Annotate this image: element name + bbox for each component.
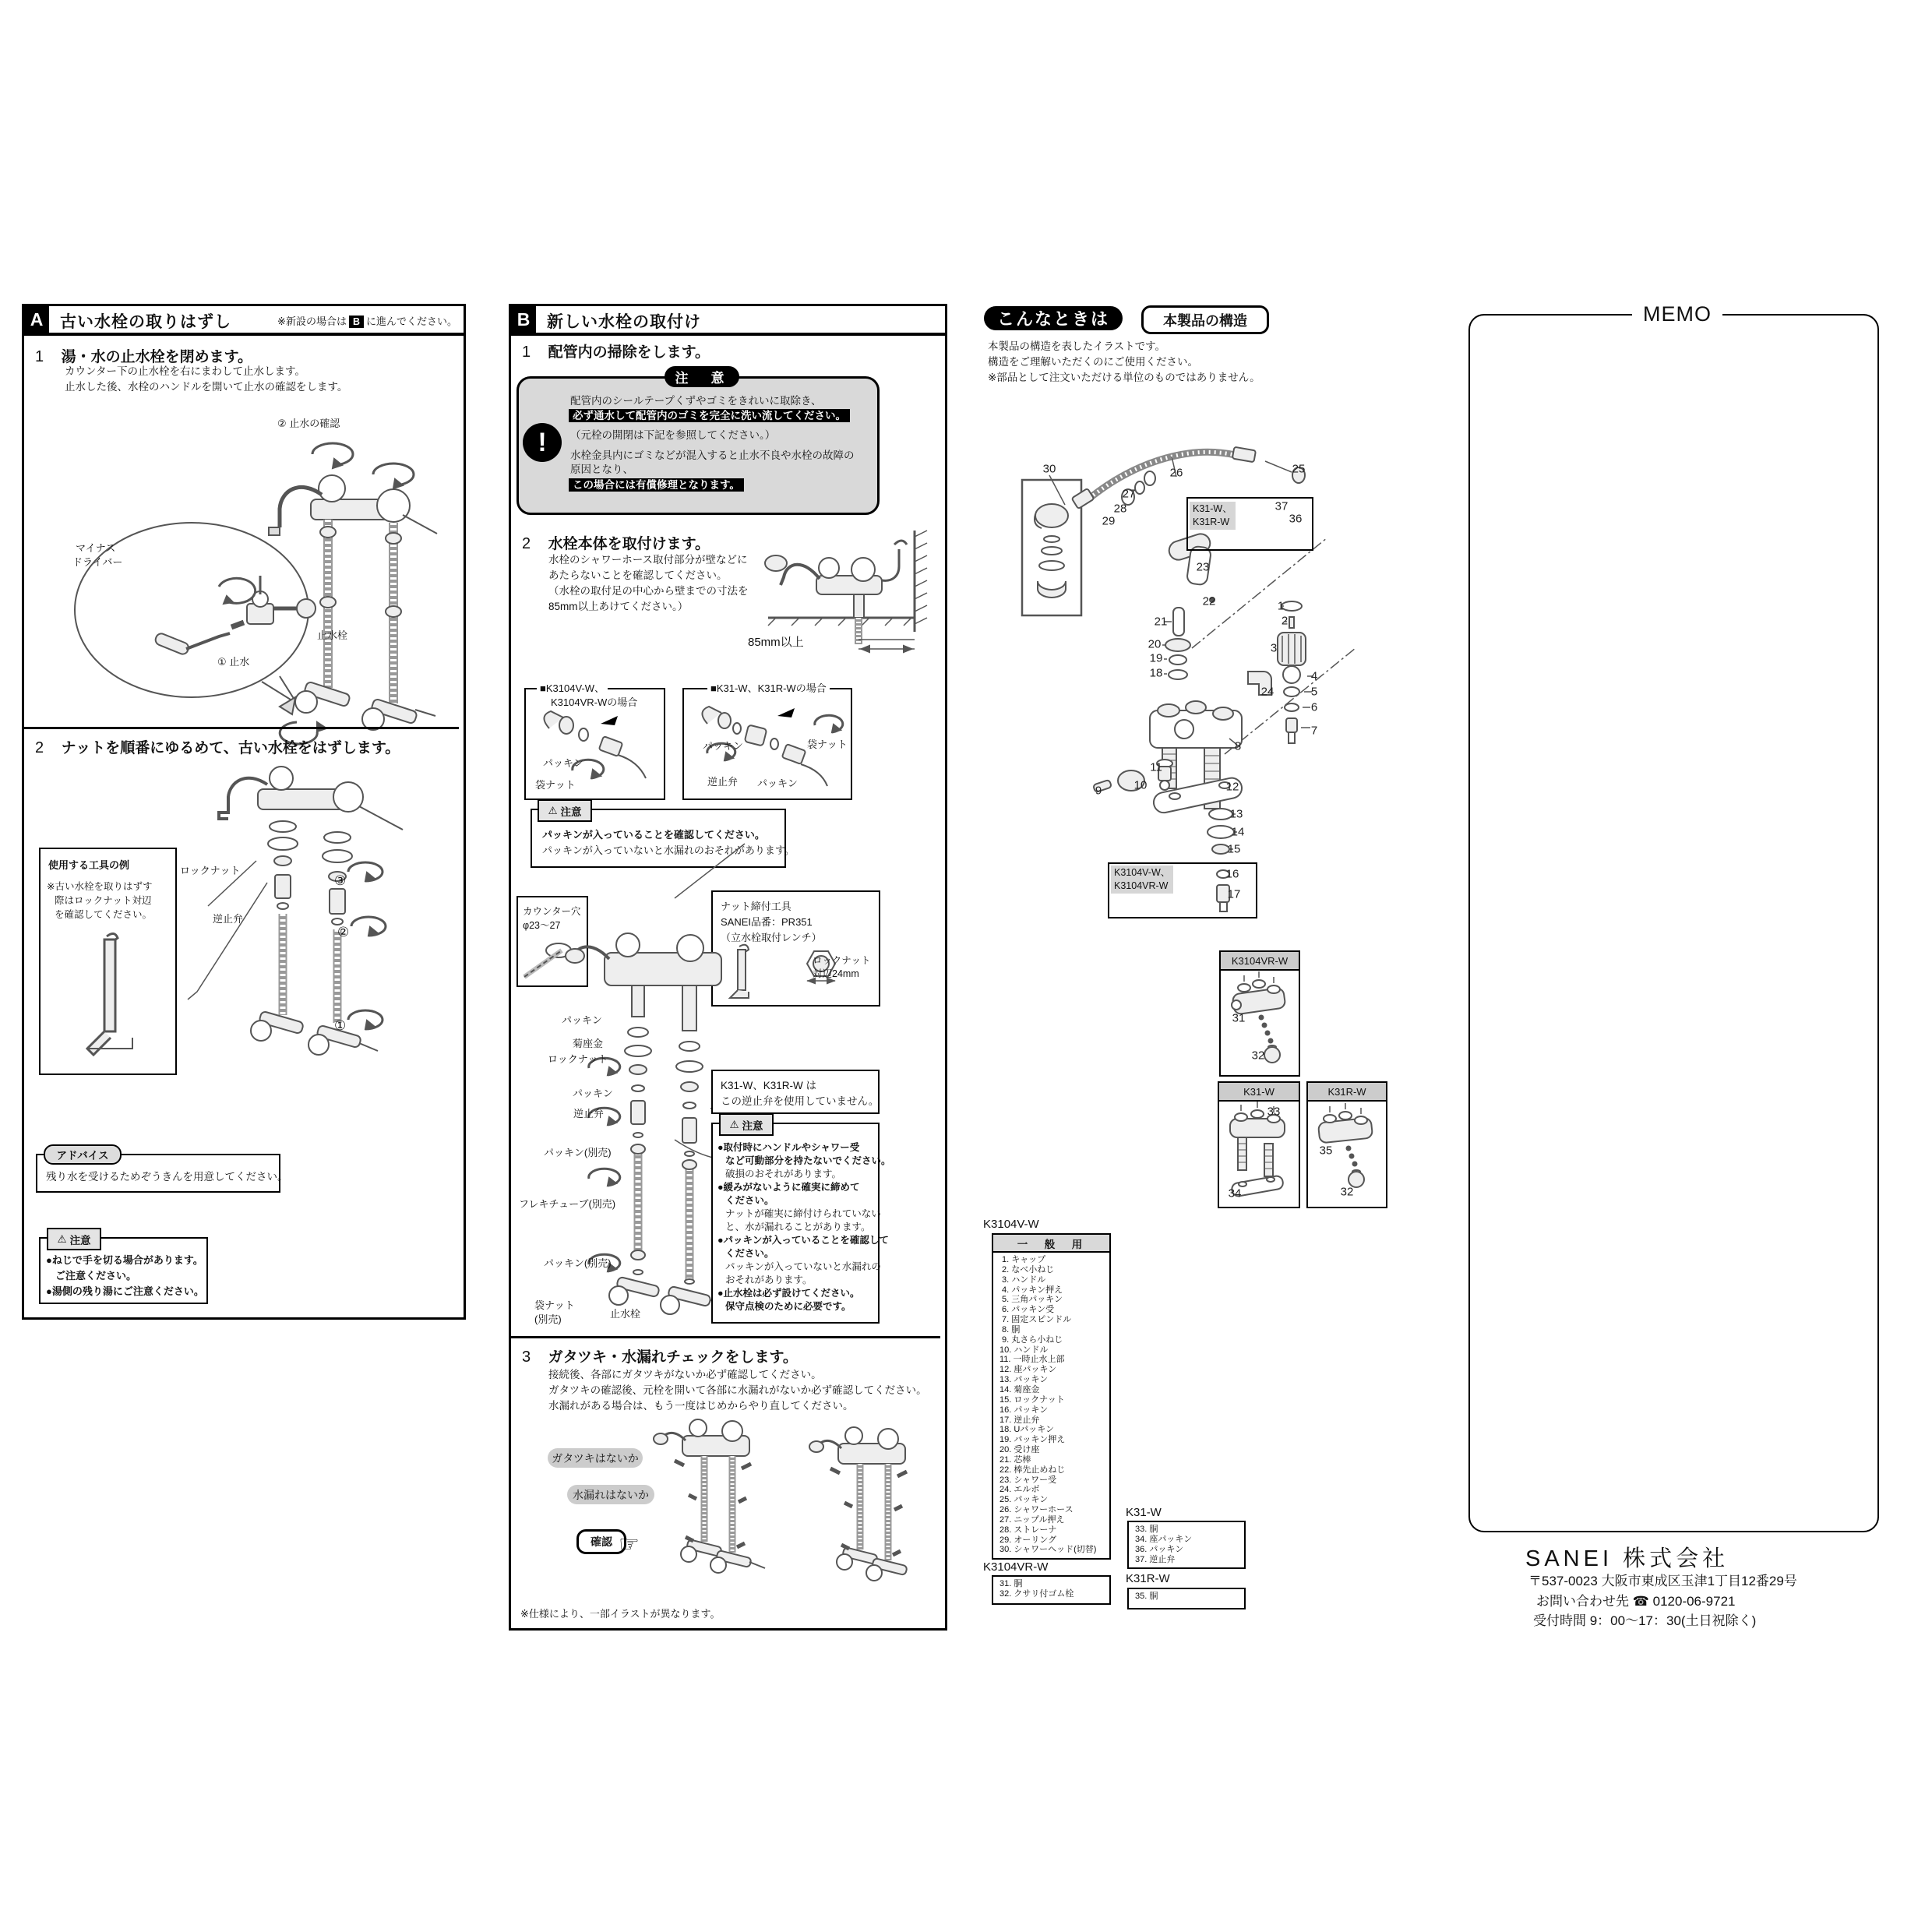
c-intro-line2: 構造をご理解いただくのにご使用ください。 bbox=[988, 356, 1198, 368]
b-step-3-num: 3 bbox=[522, 1349, 531, 1366]
part-num-4: 4 bbox=[1310, 669, 1318, 683]
b-step2-line3: （水栓の取付足の中心から壁までの寸法を bbox=[548, 585, 749, 597]
section-a bbox=[22, 304, 466, 1320]
part-row: 31. 胴 bbox=[999, 1579, 1023, 1588]
subbox-k31rw-title bbox=[1308, 1083, 1386, 1102]
c2-line11: おそれがあります。 bbox=[725, 1274, 813, 1285]
c2-line4: ●緩みがないように確実に締めて bbox=[717, 1182, 860, 1193]
as-label-shisuisen: 止水栓 bbox=[610, 1308, 641, 1320]
b-step-1 bbox=[522, 340, 710, 361]
memo-title-text: MEMO bbox=[1643, 302, 1712, 326]
part-row: 4. パッキン押え bbox=[999, 1285, 1063, 1295]
label-stop-check: ② 止水の確認 bbox=[277, 418, 340, 429]
warning-triangle-icon: ⚠ bbox=[548, 804, 558, 816]
part-num-36: 36 bbox=[1289, 512, 1303, 526]
warning-triangle-icon: ⚠ bbox=[57, 1232, 67, 1245]
step-1-body-line1: カウンター下の止水栓を右にまわして止水します。 bbox=[65, 365, 305, 377]
section-a-note bbox=[277, 313, 457, 328]
toolbox-note-1: ※古い水栓を取りはずす bbox=[47, 881, 153, 892]
parts-general-header-text: 一 般 用 bbox=[1017, 1238, 1086, 1250]
tool-line2: SANEI品番：PR351 bbox=[721, 916, 813, 928]
part-num-22: 22 bbox=[1202, 594, 1216, 608]
b-step2-line4: 85mm以上あけてください。） bbox=[548, 601, 689, 612]
b-step3-line1: 接続後、各部にガタツキがないか必ず確認してください。 bbox=[548, 1369, 822, 1380]
c2-line1: ●取付時にハンドルやシャワー受 bbox=[717, 1142, 860, 1153]
tool-locknut-label2: 対辺24mm bbox=[813, 968, 859, 979]
footer-company: SANEI 株式会社 bbox=[1525, 1546, 1729, 1571]
part-num-17: 17 bbox=[1227, 887, 1241, 901]
pill-mizumore bbox=[567, 1485, 654, 1504]
circled-1: ① bbox=[334, 1018, 347, 1033]
part-num-32: 32 bbox=[1251, 1049, 1265, 1063]
part-row: 30. シャワーヘッド(切替) bbox=[999, 1545, 1097, 1555]
tool-line1: ナット締付工具 bbox=[721, 901, 791, 912]
subbox-k31rw-title-text: K31R-W bbox=[1327, 1085, 1366, 1098]
tool-example-box bbox=[39, 848, 177, 1075]
install-caution-text bbox=[717, 1141, 891, 1313]
part-row: 34. 座パッキン bbox=[1135, 1534, 1193, 1544]
mb-left-nut-label: 袋ナット bbox=[535, 779, 576, 791]
part-num-25: 25 bbox=[1292, 462, 1306, 476]
parts-k3104vw-title: K3104V-W bbox=[983, 1218, 1039, 1231]
part-row: 28. ストレーナ bbox=[999, 1525, 1057, 1535]
section-c-subtitle-text: 本製品の構造 bbox=[1163, 312, 1247, 329]
part-row: 21. 芯棒 bbox=[999, 1454, 1031, 1465]
b-step-3-title: ガタツキ・水漏れチェックをします。 bbox=[548, 1349, 798, 1366]
c2-line13: 保守点検のために必要です。 bbox=[725, 1301, 851, 1312]
parts-k31w-list bbox=[1129, 1522, 1244, 1564]
caution-a-line1: ●ねじで手を切る場合があります。 bbox=[46, 1254, 203, 1266]
section-b-header bbox=[511, 306, 945, 336]
circled-2: ② bbox=[337, 925, 350, 940]
mb-right-packing2-label: パッキン bbox=[757, 777, 798, 789]
advice-text: 残り水を受けるためぞうきんを用意してください。 bbox=[46, 1171, 288, 1183]
b-step-1-title: 配管内の掃除をします。 bbox=[548, 344, 710, 361]
footer-address: 〒537-0023 大阪市東成区玉津1丁目12番29号 bbox=[1528, 1574, 1797, 1588]
b-step-2 bbox=[522, 532, 710, 553]
part-num-30: 30 bbox=[1042, 462, 1056, 476]
part-row: 17. 逆止弁 bbox=[999, 1415, 1040, 1425]
parts-k3104vrw-list bbox=[993, 1577, 1109, 1599]
parts-k31w-title: K31-W bbox=[1126, 1506, 1162, 1519]
k3104-variant-label bbox=[1111, 866, 1173, 894]
b-step-2-title: 水栓本体を取付けます。 bbox=[548, 536, 710, 552]
model-box-k31 bbox=[682, 682, 852, 800]
c2-line5: ください。 bbox=[725, 1195, 774, 1206]
part-num-10: 10 bbox=[1133, 778, 1148, 792]
pipe-caution-line3: 水栓金具内にゴミなどが混入すると止水不良や水栓の故障の bbox=[570, 450, 855, 461]
parts-k3104vrw-title: K3104VR-W bbox=[983, 1560, 1049, 1574]
k31-note-box bbox=[711, 1070, 880, 1114]
c-intro-line1: 本製品の構造を表したイラストです。 bbox=[988, 340, 1166, 352]
parts-k3104vrw-box bbox=[992, 1575, 1111, 1605]
section-a-tag: A bbox=[24, 306, 49, 333]
step-2-title: ナットを順番にゆるめて、古い水栓をはずします。 bbox=[61, 740, 400, 756]
part-row: 5. 三角パッキン bbox=[999, 1295, 1063, 1305]
install-caution-label bbox=[719, 1113, 774, 1136]
mb-right-packing1-label: パッキン bbox=[703, 740, 743, 752]
part-row: 24. エルボ bbox=[999, 1485, 1040, 1495]
section-a-header bbox=[24, 306, 464, 336]
part-row: 25. パッキン bbox=[999, 1495, 1049, 1505]
k3104-variant-label-line1: K3104V-W、 bbox=[1114, 867, 1171, 878]
b-tag-icon: B bbox=[349, 316, 364, 328]
label-minus-driver-2: ドライバー bbox=[72, 556, 123, 568]
k31-variant-label-line2: K31R-W bbox=[1193, 516, 1230, 527]
c2-line12: ●止水栓は必ず設けてください。 bbox=[717, 1288, 860, 1299]
part-row: 7. 固定スピンドル bbox=[999, 1315, 1072, 1325]
part-row: 11. 一時止水上部 bbox=[999, 1355, 1065, 1365]
b-step3-line3: 水漏れがある場合は、もう一度はじめからやり直してください。 bbox=[548, 1400, 854, 1412]
as-label-packing4: パッキン(別売) bbox=[544, 1257, 612, 1269]
circled-3: ③ bbox=[334, 873, 347, 888]
part-num-13: 13 bbox=[1229, 807, 1243, 821]
part-num-35: 35 bbox=[1319, 1144, 1333, 1158]
section-b bbox=[509, 304, 947, 1631]
as-label-packing3: パッキン(別売) bbox=[544, 1147, 612, 1158]
label-stop: ① 止水 bbox=[217, 656, 250, 668]
step-2 bbox=[35, 736, 400, 757]
pipe-caution-line1: 配管内のシールテープくずやゴミをきれいに取除き、 bbox=[570, 395, 822, 407]
part-row: 1. キャップ bbox=[999, 1255, 1046, 1264]
pill-gatatsuki bbox=[548, 1448, 643, 1468]
pointing-hand-icon: ☞ bbox=[619, 1532, 640, 1557]
advice-label-text: アドバイス bbox=[56, 1150, 109, 1162]
subbox-k31w-title bbox=[1219, 1083, 1299, 1102]
pipe-caution-hl1-text: 必ず通水して配管内のゴミを完全に洗い流してください。 bbox=[569, 409, 850, 422]
section-b-tag: B bbox=[511, 306, 536, 333]
memo-title bbox=[1632, 302, 1722, 326]
part-num-18: 18 bbox=[1149, 666, 1163, 680]
part-num-20: 20 bbox=[1148, 637, 1162, 651]
part-num-8: 8 bbox=[1234, 739, 1242, 753]
b-step-1-num: 1 bbox=[522, 344, 531, 361]
c-intro-line3: ※部品として注文いただける単位のものではありません。 bbox=[988, 372, 1260, 383]
part-row: 32. クサリ付ゴム栓 bbox=[999, 1588, 1074, 1599]
part-row: 23. シャワー受 bbox=[999, 1475, 1057, 1485]
dim-85mm-label: 85mm以上 bbox=[748, 636, 804, 649]
part-row: 35. 胴 bbox=[1135, 1592, 1158, 1601]
check-illustration bbox=[651, 1420, 932, 1599]
packing-caution-line1: パッキンが入っていることを確認してください。 bbox=[542, 829, 765, 841]
part-num-19: 19 bbox=[1149, 651, 1163, 665]
part-num-7: 7 bbox=[1310, 724, 1318, 738]
footer-hours: 受付時間 9：00～17：30(土日祝除く) bbox=[1533, 1613, 1757, 1628]
note-suffix: に進んでください。 bbox=[365, 316, 457, 327]
part-num-28: 28 bbox=[1113, 502, 1127, 516]
k31-note-line1: K31-W、K31R-W は bbox=[721, 1080, 817, 1091]
section-c-pill-text: こんなときは bbox=[996, 309, 1109, 329]
part-num-12: 12 bbox=[1225, 780, 1239, 794]
parts-k31rw-box bbox=[1127, 1588, 1246, 1609]
label-shisuisen: 止水栓 bbox=[317, 629, 348, 641]
c2-line2: など可動部分を持たないでください。 bbox=[725, 1155, 891, 1166]
toolbox-title: 使用する工具の例 bbox=[48, 859, 130, 871]
caution-label-text: 注意 bbox=[69, 1234, 91, 1246]
c2-line3: 破損のおそれがあります。 bbox=[725, 1169, 842, 1179]
part-num-6: 6 bbox=[1310, 700, 1318, 714]
part-row: 26. シャワーホース bbox=[999, 1505, 1074, 1515]
k31-note-line2: この逆止弁を使用していません。 bbox=[721, 1095, 880, 1107]
c2-line6: ナットが確実に締付けられていない bbox=[725, 1208, 881, 1219]
part-row: 9. 丸さら小ねじ bbox=[999, 1334, 1063, 1345]
caution-a-line2: ご注意ください。 bbox=[55, 1270, 137, 1282]
step-1-body-line2: 止水した後、水栓のハンドルを開いて止水の確認をします。 bbox=[65, 381, 348, 393]
as-label-valve: 逆止弁 bbox=[573, 1108, 605, 1119]
part-num-23: 23 bbox=[1196, 560, 1210, 574]
label-minus-driver-1: マイナス bbox=[76, 542, 116, 554]
k3104-variant-label-line2: K3104VR-W bbox=[1114, 880, 1169, 891]
step-1 bbox=[35, 345, 252, 366]
c2-line10: パッキンが入っていないと水漏れの bbox=[725, 1261, 881, 1272]
model-box-k3104-title1-text: ■K3104V-W、 bbox=[540, 682, 605, 694]
part-row: 3. ハンドル bbox=[999, 1274, 1046, 1285]
b-footnote: ※仕様により、一部イラストが異なります。 bbox=[520, 1608, 721, 1620]
part-num-29: 29 bbox=[1102, 514, 1116, 528]
pill-kakunin-text: 確認 bbox=[591, 1535, 612, 1548]
part-num-11: 11 bbox=[1150, 760, 1162, 774]
pipe-caution-pill-text: 注 意 bbox=[675, 371, 729, 386]
label-locknut: ロックナット bbox=[180, 865, 241, 876]
b-step-3-body bbox=[548, 1367, 927, 1414]
model-box-k31-title bbox=[707, 680, 830, 695]
part-row: 22. 棒先止めねじ bbox=[999, 1465, 1066, 1475]
step-1-num: 1 bbox=[35, 348, 44, 365]
advice-label bbox=[44, 1144, 122, 1165]
parts-k31rw-title: K31R-W bbox=[1126, 1572, 1170, 1585]
section-c-subtitle-box bbox=[1141, 305, 1269, 334]
old-faucet-exploded bbox=[164, 766, 445, 1062]
pill-gatatsuki-text: ガタツキはないか bbox=[552, 1451, 639, 1465]
part-num-27: 27 bbox=[1122, 487, 1136, 501]
as-label-fnut1: 袋ナット bbox=[534, 1299, 575, 1311]
part-row: 27. ニップル押え bbox=[999, 1514, 1065, 1525]
b-step-2-body bbox=[548, 552, 749, 615]
pipe-caution-line2: （元栓の開閉は下記を参照してください。） bbox=[570, 429, 776, 441]
step-2-num: 2 bbox=[35, 739, 44, 756]
pipe-caution-hl2-text: この場合には有償修理となります。 bbox=[569, 478, 744, 492]
part-num-37: 37 bbox=[1274, 499, 1289, 513]
part-num-2: 2 bbox=[1281, 614, 1289, 628]
tool-locknut-label1: ロックナット bbox=[813, 955, 871, 966]
old-faucet-illustration bbox=[63, 407, 445, 735]
part-num-26: 26 bbox=[1169, 466, 1183, 480]
model-box-k31-title-text: ■K31-W、K31R-Wの場合 bbox=[710, 682, 827, 694]
as-label-fnut2: (別売) bbox=[534, 1313, 562, 1325]
model-box-k3104-title2-text: K3104VR-Wの場合 bbox=[551, 696, 638, 708]
part-row: 14. 菊座金 bbox=[999, 1384, 1040, 1394]
step-1-title: 湯・水の止水栓を閉めます。 bbox=[61, 349, 253, 365]
pipe-caution-hl1 bbox=[569, 407, 850, 422]
c2-line8: ●パッキンが入っていることを確認して bbox=[717, 1235, 889, 1246]
part-row: 16. パッキン bbox=[999, 1405, 1049, 1415]
b-step2-line1: 水栓のシャワーホース取付部分が壁などに bbox=[548, 554, 748, 566]
section-a-title: 古い水栓の取りはずし bbox=[60, 313, 231, 331]
part-num-33: 33 bbox=[1267, 1105, 1281, 1119]
b-step-2-num: 2 bbox=[522, 535, 531, 552]
as-label-flex: フレキチューブ(別売) bbox=[519, 1198, 616, 1210]
toolbox-note-3: を確認してください。 bbox=[55, 909, 153, 920]
part-row: 12. 座パッキン bbox=[999, 1365, 1057, 1375]
footer-contact: お問い合わせ先 ☎ 0120-06-9721 bbox=[1536, 1594, 1736, 1609]
part-row: 36. パッキン bbox=[1135, 1544, 1184, 1554]
c2-line9: ください。 bbox=[725, 1248, 774, 1259]
c2-line7: と、水が漏れることがあります。 bbox=[725, 1222, 871, 1232]
mb-right-nut-label: 袋ナット bbox=[807, 739, 848, 750]
part-row: 8. 胴 bbox=[999, 1324, 1021, 1334]
b-step-3 bbox=[522, 1345, 798, 1366]
part-row: 20. 受け座 bbox=[999, 1445, 1040, 1455]
as-label-locknut: ロックナット bbox=[548, 1053, 608, 1065]
as-label-packing2: パッキン bbox=[573, 1088, 613, 1099]
section-b-divider bbox=[511, 1336, 940, 1338]
as-label-kiku: 菊座金 bbox=[573, 1038, 604, 1049]
subbox-k3104vrw-title-text: K3104VR-W bbox=[1231, 954, 1289, 967]
exclamation-glyph: ! bbox=[538, 427, 547, 457]
part-num-9: 9 bbox=[1095, 784, 1102, 798]
part-row: 13. パッキン bbox=[999, 1375, 1049, 1385]
parts-general-header bbox=[993, 1235, 1109, 1253]
warning-triangle-icon: ⚠ bbox=[729, 1118, 739, 1130]
caution-a-line3: ●湯側の残り湯にご注意ください。 bbox=[46, 1285, 204, 1297]
part-num-24: 24 bbox=[1260, 685, 1274, 699]
memo-box bbox=[1468, 314, 1879, 1532]
part-num-21: 21 bbox=[1154, 615, 1168, 629]
subbox-k3104vrw-title bbox=[1221, 952, 1299, 971]
part-row: 33. 胴 bbox=[1135, 1525, 1158, 1534]
mb-left-packing-label: パッキン bbox=[543, 757, 583, 769]
counter-hole-line1: カウンター穴 bbox=[523, 906, 581, 917]
k31-variant-label-line1: K31-W、 bbox=[1193, 503, 1232, 514]
parts-k3104vw-list bbox=[993, 1253, 1109, 1555]
parts-k31rw-list bbox=[1129, 1589, 1244, 1602]
subbox-k31w-title-text: K31-W bbox=[1243, 1085, 1274, 1098]
packing-caution-label bbox=[538, 799, 592, 822]
part-row: 18. Uパッキン bbox=[999, 1425, 1055, 1435]
part-num-16: 16 bbox=[1225, 867, 1239, 881]
model-box-k3104-title1 bbox=[537, 680, 608, 695]
exclamation-icon bbox=[523, 423, 562, 462]
part-num-14: 14 bbox=[1231, 825, 1245, 839]
part-num-31: 31 bbox=[1232, 1011, 1246, 1025]
part-num-34: 34 bbox=[1228, 1186, 1242, 1200]
section-a-divider bbox=[24, 727, 459, 729]
packing-caution-label-text: 注意 bbox=[560, 806, 582, 818]
caution-label-a bbox=[47, 1228, 101, 1250]
part-row: 2. なべ小ねじ bbox=[999, 1264, 1055, 1274]
step-1-body bbox=[65, 364, 347, 395]
part-num-32b: 32 bbox=[1340, 1185, 1354, 1199]
parts-k3104vw-box bbox=[992, 1233, 1111, 1560]
part-row: 6. パッキン受 bbox=[999, 1305, 1055, 1315]
wrench-icon bbox=[64, 927, 157, 1067]
part-row: 19. パッキン押え bbox=[999, 1435, 1066, 1445]
mb-right-valve-label: 逆止弁 bbox=[707, 776, 739, 788]
model-box-k3104 bbox=[524, 682, 665, 800]
note-prefix: ※新設の場合は bbox=[277, 316, 347, 327]
part-row: 10. ハンドル bbox=[999, 1345, 1049, 1355]
part-row: 15. ロックナット bbox=[999, 1394, 1065, 1405]
part-row: 29. オーリング bbox=[999, 1535, 1057, 1545]
b-step3-line2: ガタツキの確認後、元栓を開いて各部に水漏れがないか必ず確認してください。 bbox=[548, 1384, 927, 1396]
part-num-15: 15 bbox=[1227, 842, 1241, 856]
section-c-pill bbox=[984, 306, 1123, 330]
part-row: 37. 逆止弁 bbox=[1135, 1554, 1176, 1564]
pipe-caution-pill bbox=[665, 366, 739, 387]
toolbox-note-2: 際はロックナット対辺 bbox=[55, 895, 152, 906]
part-num-5: 5 bbox=[1310, 685, 1318, 699]
b-step2-line2: あたらないことを確認してください。 bbox=[548, 569, 728, 581]
tool-line3: （立水栓取付レンチ） bbox=[721, 932, 822, 943]
install-caution-label-text: 注意 bbox=[742, 1119, 763, 1132]
section-b-title: 新しい水栓の取付け bbox=[547, 313, 701, 331]
counter-hole-line2: φ23～27 bbox=[523, 920, 561, 931]
label-checkvalve: 逆止弁 bbox=[213, 913, 244, 925]
pill-mizumore-text: 水漏れはないか bbox=[573, 1488, 649, 1501]
pipe-caution-line4: 原因となり、 bbox=[570, 464, 633, 475]
as-label-packing1: パッキン bbox=[562, 1014, 602, 1026]
pipe-caution-hl2 bbox=[569, 476, 744, 492]
k31-variant-label bbox=[1190, 502, 1236, 530]
packing-caution-line2: パッキンが入っていないと水漏れのおそれがあります。 bbox=[542, 844, 795, 856]
part-num-3: 3 bbox=[1270, 641, 1278, 655]
parts-k31w-box bbox=[1127, 1521, 1246, 1569]
part-num-1: 1 bbox=[1277, 599, 1285, 613]
